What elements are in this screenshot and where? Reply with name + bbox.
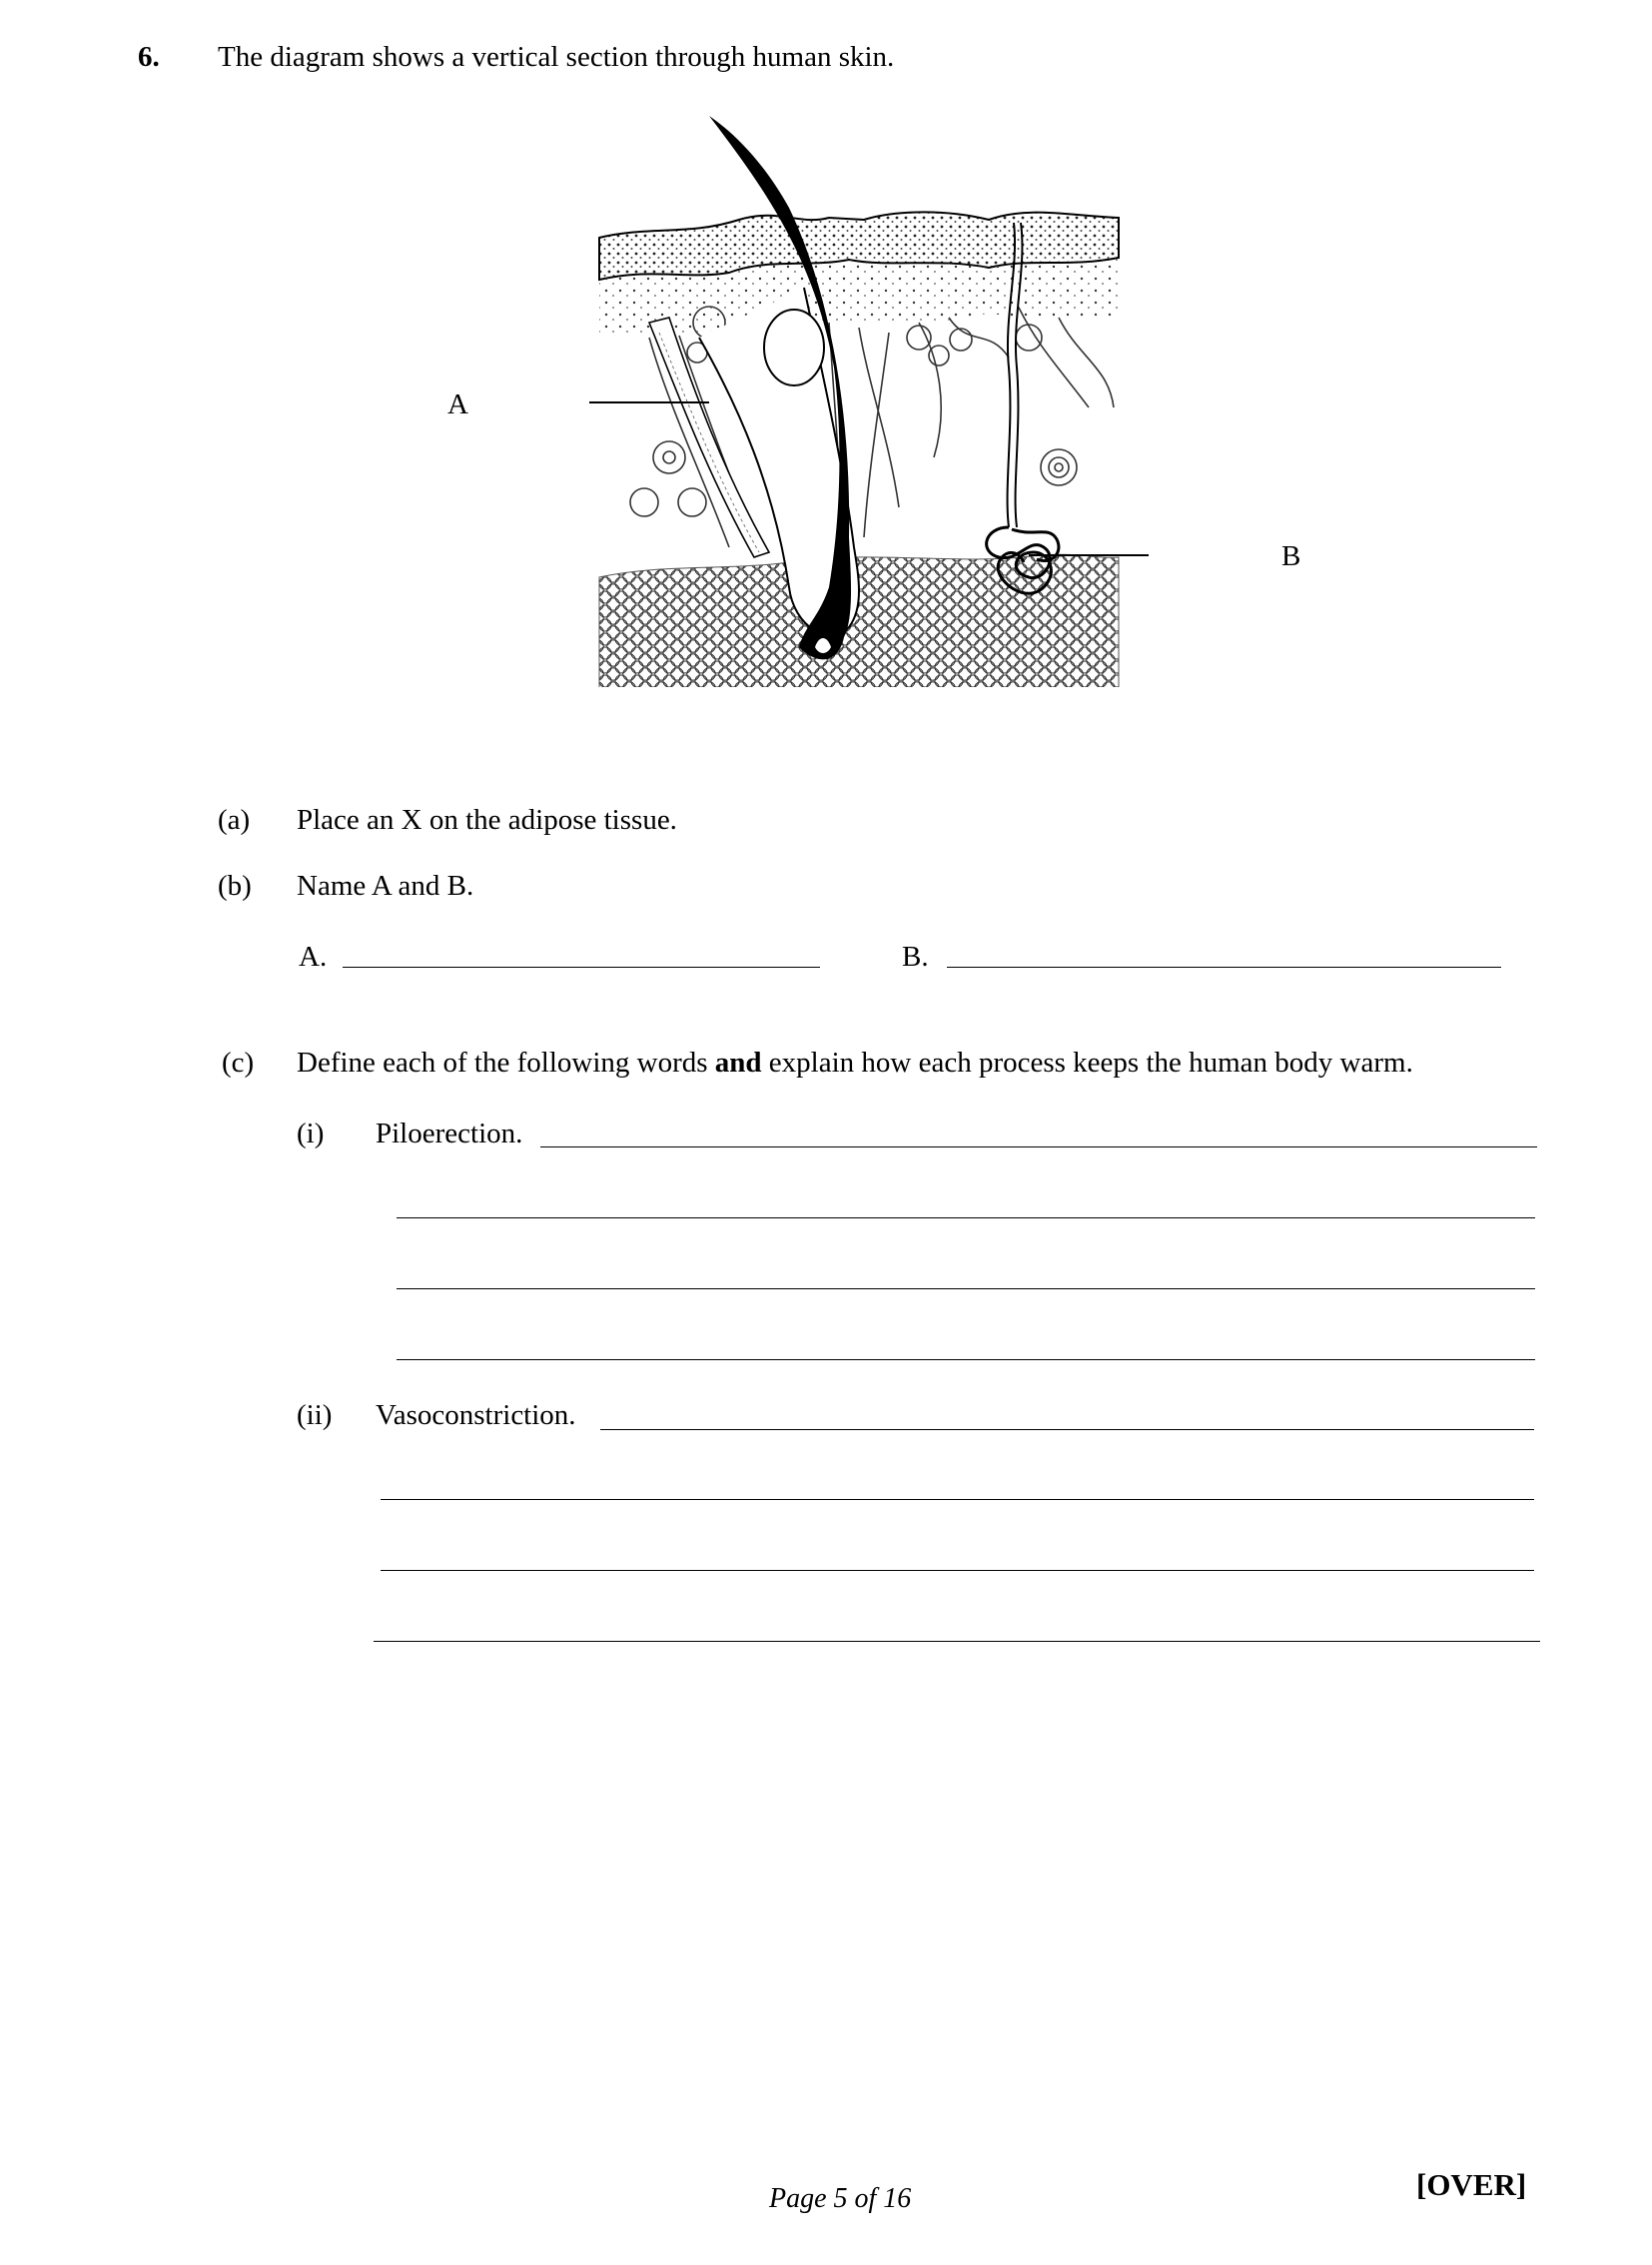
part-c-ii-text: Vasoconstriction. [376, 1399, 576, 1431]
answer-c-ii-line-1[interactable] [600, 1429, 1534, 1430]
label-b: B [1281, 540, 1301, 572]
answer-c-i-line-2[interactable] [397, 1217, 1535, 1218]
answer-a-line[interactable] [343, 967, 820, 968]
part-b-label: (b) [218, 870, 252, 902]
part-c-text-bold: and [714, 1047, 762, 1079]
question-number: 6. [138, 41, 160, 73]
label-a: A [447, 388, 468, 420]
answer-c-ii-line-4[interactable] [374, 1641, 1540, 1642]
epidermis [599, 212, 1119, 338]
question-intro: The diagram shows a vertical section through human skin. [218, 41, 895, 73]
part-c-text [297, 1046, 1413, 1080]
page-number: Page 5 of 16 [769, 2183, 912, 2214]
part-a-text: Place an X on the adipose tissue. [297, 804, 677, 836]
part-c-i-text: Piloerection. [376, 1118, 523, 1149]
answer-a-label: A. [299, 941, 328, 973]
answer-c-i-line-3[interactable] [397, 1288, 1535, 1289]
part-c-ii-label: (ii) [297, 1399, 333, 1431]
answer-c-i-line-1[interactable] [540, 1146, 1537, 1147]
part-c-text-after: explain how each process keeps the human body warm. [768, 1047, 1413, 1079]
answer-b-line[interactable] [947, 967, 1501, 968]
answer-c-ii-line-3[interactable] [381, 1570, 1534, 1571]
part-b-text: Name A and B. [297, 870, 474, 902]
sebaceous-gland [764, 310, 824, 385]
over-marker: [OVER] [1416, 2167, 1527, 2202]
answer-b-label: B. [902, 941, 929, 973]
part-c-text-before: Define each of the following words [297, 1047, 708, 1079]
part-a-label: (a) [218, 804, 251, 836]
part-c-label: (c) [222, 1047, 255, 1079]
skin-section-diagram [589, 108, 1149, 703]
answer-c-ii-line-2[interactable] [381, 1499, 1534, 1500]
answer-c-i-line-4[interactable] [397, 1359, 1535, 1360]
part-c-i-label: (i) [297, 1118, 325, 1149]
